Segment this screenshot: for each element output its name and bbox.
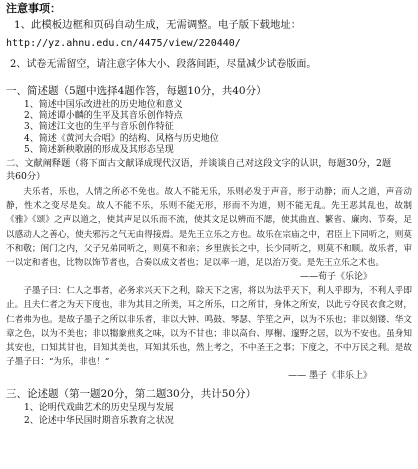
download-url[interactable]: http://yz.ahnu.edu.cn/4475/view/220440/ bbox=[6, 38, 241, 49]
list-item: 3、简述江文也的生平与音乐创作特征 bbox=[24, 122, 174, 133]
list-item: 1、简述中国乐改进社的历史地位和意义 bbox=[24, 100, 183, 110]
section-1-list bbox=[6, 100, 412, 156]
notice-line-2: 2、试卷无需留空，请注意字体大小、段落间距，尽量减少试卷版面。 bbox=[10, 59, 317, 70]
passage-text: 子墨子曰：仁人之事者，必务求兴天下之利，除天下之害，将以为法乎天下，利人乎即为，不利人乎即止。且夫仁者之为天下度也，非为其目之所美，耳之所乐，口之所甘，身体之所安，以此亏夺民衣食之财，仁者弗为也。是故子墨子之所以非乐者，非以大钟、鸣鼓、琴瑟、竽笙之声，以为不乐也；非以刻镂、华文章之色，以为不美也；非以犓豢煎炙之味，以为不甘也；非以高台、厚榭、邃野之居，以为不安也。虽身知其安也，口知其甘也，目知其美也，耳知其乐也，然上考之，不中圣王之事；下度之，不中万民之利。是故子墨子曰：“为乐，非也！” bbox=[6, 286, 412, 368]
section-2-title-line-1: 二、文献阐释题（将下面古文献译成现代汉语，并谈谈自己对这段文字的认识，每题30分，2题 bbox=[6, 158, 392, 170]
section-1-title: 一、简述题（5题中选择4题作答，每题10分，共40分） bbox=[6, 85, 267, 97]
passage-source-mozi: —— 墨子《非乐上》 bbox=[288, 371, 372, 382]
list-item: 2、论述中华民国时期音乐教育之状况 bbox=[24, 416, 174, 427]
notice-heading: 注意事项： bbox=[6, 2, 61, 15]
section-2-title-line-2: 共60分） bbox=[6, 171, 46, 183]
passage-text: 夫乐者，乐也，人情之所必不免也。故人不能无乐，乐则必发于声音，形于动静；而人之道，声音动静，性术之变尽是矣。故人不能不乐，乐则不能无形，形而不为道，则不能无乱。先王恶其乱也，故制《雅》《颂》之声以道之，使其声足以乐而不流，使其文足以辨而不諰，使其曲直、繁省、廉肉、节奏，足以感动人之善心，使夫邪污之气无由得接焉。是先王立乐之方也。故乐在宗庙之中，君臣上下同听之，则莫不和敬；闺门之内，父子兄弟同听之，则莫不和亲；乡里族长之中，长少同听之，则莫不和顺。故乐者，审一以定和者也，比物以饰节者也，合奏以成文者也；足以率一道，足以治万变。是先王立乐之术也。 bbox=[6, 187, 412, 269]
list-item: 4、简述《黄河大合唱》的结构、风格与历史地位 bbox=[24, 133, 219, 144]
section-3-title: 三、论述题（第一题20分，第二题30分，共计50分） bbox=[6, 388, 257, 401]
list-item: 1、论明代戏曲艺术的历史呈现与发展 bbox=[24, 403, 174, 414]
passage-mozi bbox=[6, 284, 412, 369]
section-3-list bbox=[6, 402, 412, 428]
notice-line-1: 1、此模板边框和页码自动生成，无需调整。电子版下载地址： bbox=[14, 19, 302, 31]
list-item: 5、简述新秧歌剧的形成及其形态呈现 bbox=[24, 144, 174, 155]
list-item: 2、简述谭小麟的生平及其音乐创作特点 bbox=[24, 111, 183, 122]
passage-xunzi bbox=[6, 185, 412, 270]
passage-source-xunzi: ——荀子《乐论》 bbox=[299, 272, 372, 283]
